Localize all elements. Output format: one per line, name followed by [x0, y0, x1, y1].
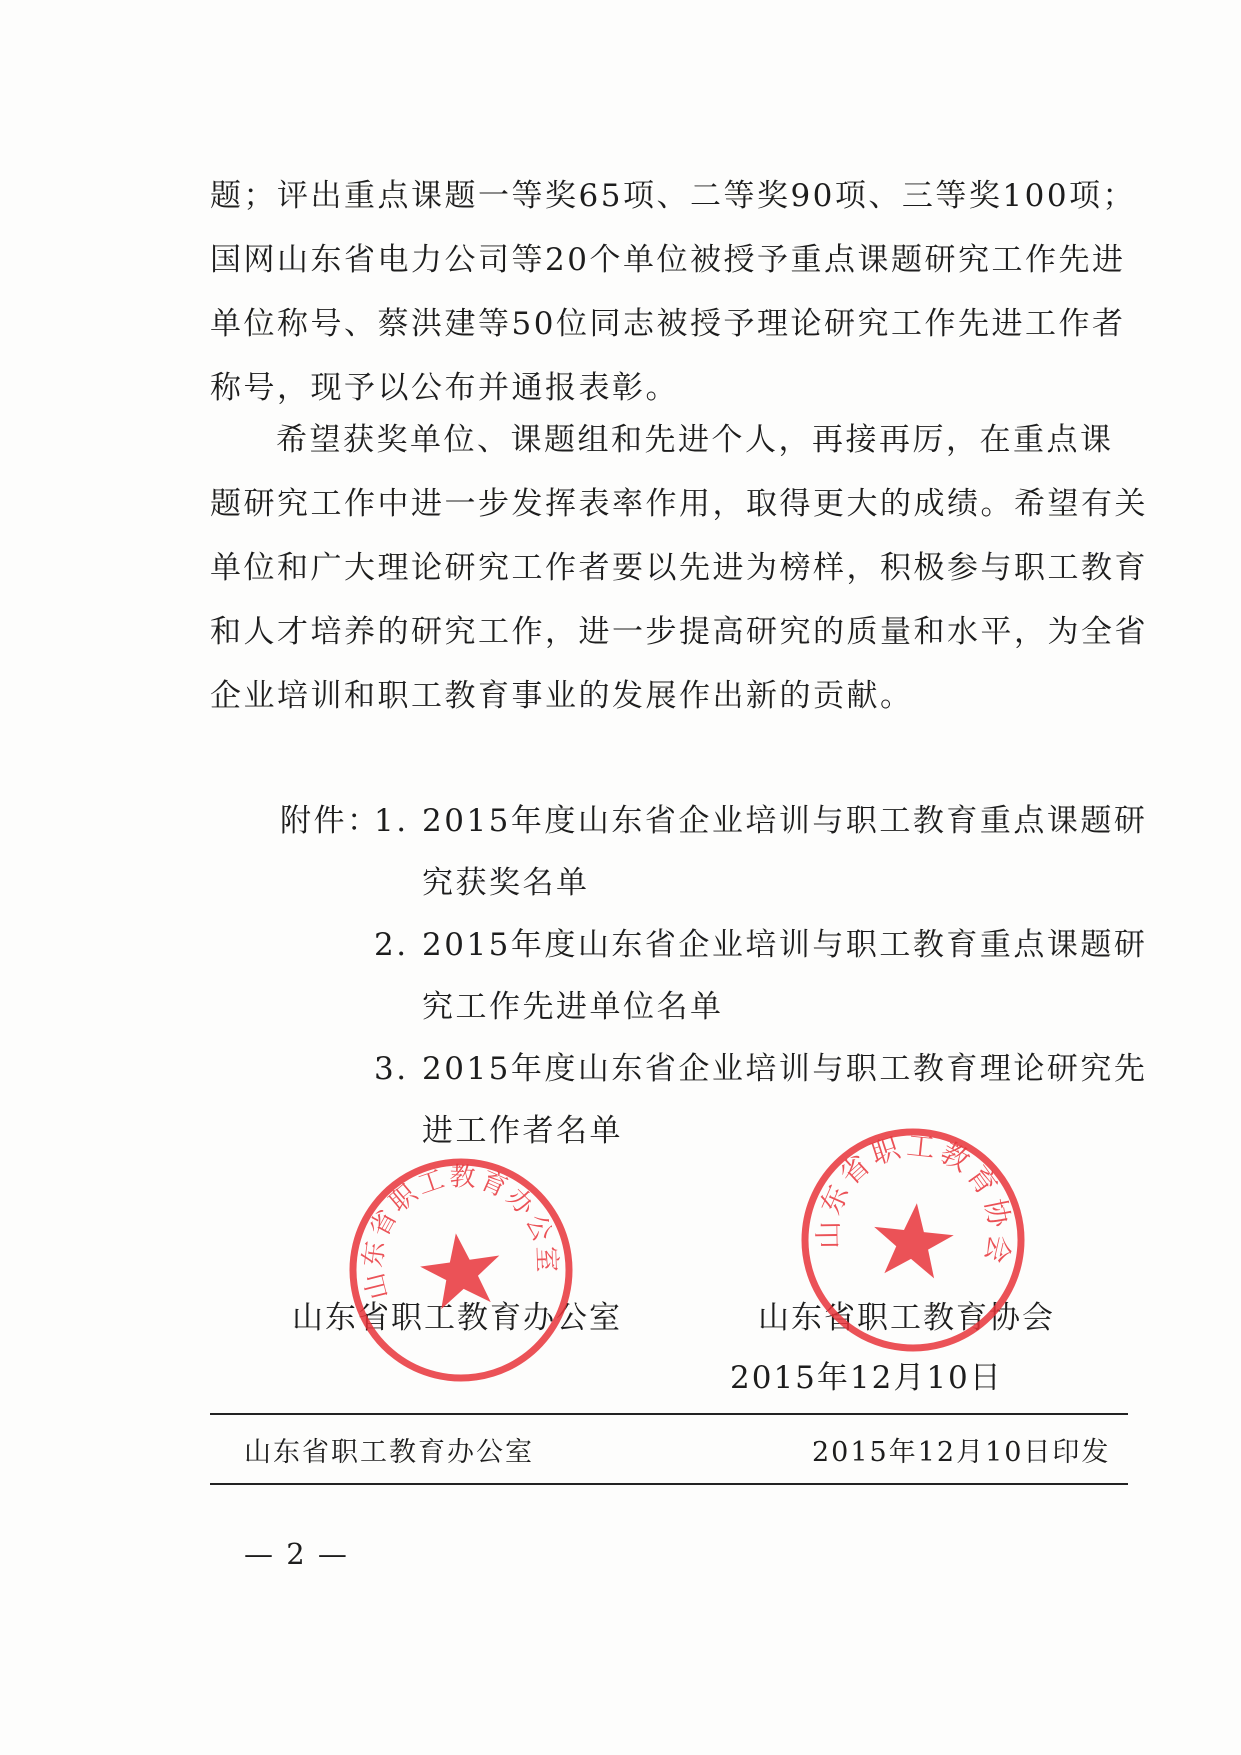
body-line: 单位称号、蔡洪建等50位同志被授予理论研究工作先进工作者	[210, 306, 1126, 342]
seal-left-text: 山东省职工教育办公室	[358, 1162, 562, 1303]
body-line: 单位和广大理论研究工作者要以先进为榜样，积极参与职工教育	[210, 550, 1148, 586]
attachment-title-cont: 进工作者名单	[422, 1113, 623, 1149]
footer-divider-top	[210, 1413, 1128, 1415]
attachment-title-cont: 究获奖名单	[422, 865, 590, 901]
body-line: 和人才培养的研究工作，进一步提高研究的质量和水平，为全省	[210, 614, 1148, 650]
star-icon	[869, 1199, 956, 1280]
seal-right-text: 山东省职工教育协会	[811, 1128, 1017, 1271]
footer-issuer: 山东省职工教育办公室	[244, 1437, 534, 1468]
attachment-number: 3.	[374, 1051, 409, 1087]
attachment-item-2	[280, 914, 1148, 976]
body-paragraph-2	[210, 408, 1148, 728]
body-line: 国网山东省电力公司等20个单位被授予重点课题研究工作先进	[210, 242, 1126, 278]
signature-right-org: 山东省职工教育协会	[758, 1300, 1055, 1336]
attachment-item-2-cont	[280, 976, 1140, 1038]
seal-left-stamp	[331, 1140, 591, 1400]
seal-right-stamp	[787, 1114, 1040, 1367]
body-line: 题研究工作中进一步发挥表率作用，取得更大的成绩。希望有关	[210, 486, 1148, 522]
signature-date: 2015年12月10日	[730, 1360, 1003, 1396]
attachment-title-cont: 究工作先进单位名单	[422, 989, 724, 1025]
attachment-title: 2015年度山东省企业培训与职工教育重点课题研	[422, 803, 1148, 839]
attachments-label: 附件：	[280, 803, 381, 839]
star-icon	[416, 1228, 505, 1311]
body-line: 企业培训和职工教育事业的发展作出新的贡献。	[210, 678, 914, 714]
footer-divider-bottom	[210, 1483, 1128, 1485]
attachment-item-1	[280, 790, 1148, 852]
page-number: — 2 —	[244, 1537, 349, 1571]
body-line: 题；评出重点课题一等奖65项、二等奖90项、三等奖100项；	[210, 178, 1137, 214]
attachment-item-3	[280, 1038, 1148, 1100]
attachment-number: 2.	[374, 927, 409, 963]
attachments-list	[280, 790, 1148, 1162]
attachment-title: 2015年度山东省企业培训与职工教育理论研究先	[422, 1051, 1148, 1087]
body-line: 称号，现予以公布并通报表彰。	[210, 370, 679, 406]
body-paragraph-1	[210, 164, 1135, 420]
attachment-number: 1.	[374, 803, 409, 839]
attachment-title: 2015年度山东省企业培训与职工教育重点课题研	[422, 927, 1148, 963]
body-line: 希望获奖单位、课题组和先进个人，再接再厉，在重点课	[276, 422, 1114, 458]
attachment-item-1-cont	[280, 852, 1140, 914]
footer-issue-date: 2015年12月10日印发	[812, 1437, 1111, 1468]
signature-left-org: 山东省职工教育办公室	[292, 1300, 622, 1336]
